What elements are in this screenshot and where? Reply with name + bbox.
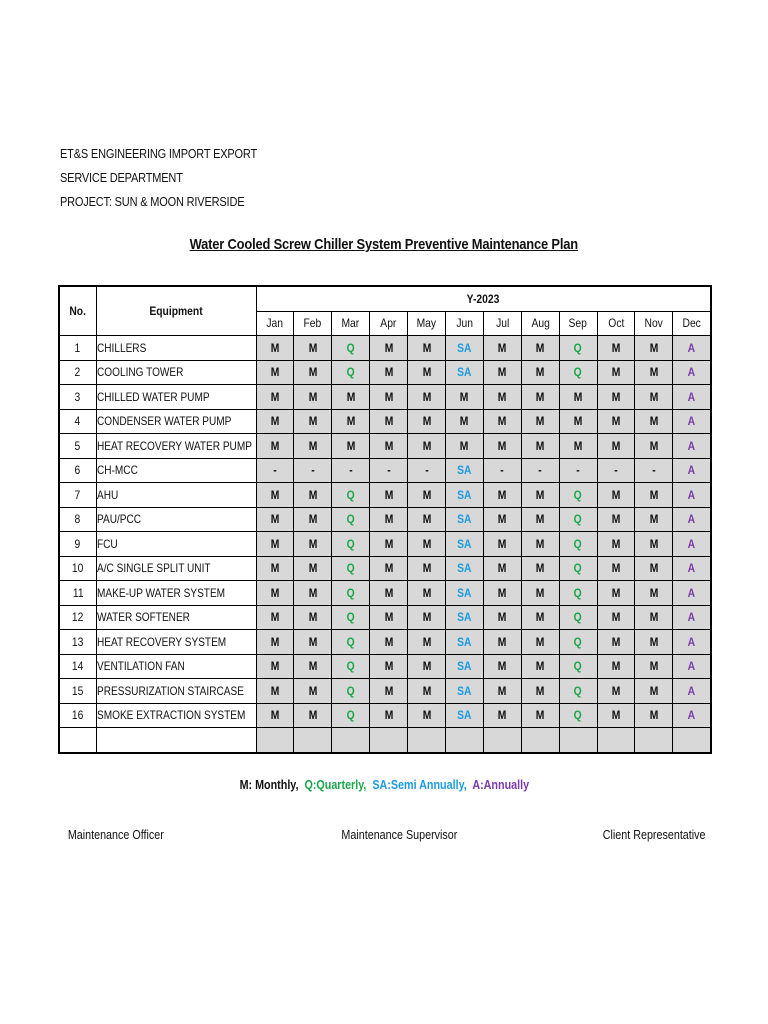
table-row <box>59 483 711 508</box>
month-header: Dec <box>673 311 711 336</box>
table-row <box>59 605 711 630</box>
schedule-cell: Q <box>559 630 597 655</box>
schedule-cell: M <box>597 630 635 655</box>
legend-monthly: M: Monthly, <box>239 778 299 792</box>
schedule-cell: A <box>673 605 711 630</box>
row-number: 1 <box>59 336 96 361</box>
schedule-cell: Q <box>559 532 597 557</box>
month-header: May <box>408 311 446 336</box>
schedule-cell: M <box>332 385 370 410</box>
row-number: 7 <box>59 483 96 508</box>
empty-cell <box>59 728 96 753</box>
schedule-cell: Q <box>559 679 597 704</box>
schedule-cell: M <box>597 336 635 361</box>
schedule-cell: M <box>408 703 446 728</box>
schedule-cell: M <box>483 507 521 532</box>
schedule-cell: M <box>294 605 332 630</box>
schedule-cell: - <box>521 458 559 483</box>
schedule-cell: M <box>370 336 408 361</box>
schedule-cell: M <box>635 434 673 459</box>
department-name: SERVICE DEPARTMENT <box>60 171 183 185</box>
schedule-cell: M <box>256 483 294 508</box>
schedule-cell: Q <box>559 556 597 581</box>
signature-supervisor: Maintenance Supervisor <box>341 828 458 842</box>
schedule-cell: M <box>294 581 332 606</box>
column-header-no: No. <box>59 286 96 336</box>
schedule-cell: M <box>483 703 521 728</box>
schedule-cell: M <box>635 654 673 679</box>
schedule-cell: Q <box>559 360 597 385</box>
equipment-name: AHU <box>96 483 256 508</box>
schedule-cell: M <box>521 605 559 630</box>
schedule-cell: M <box>521 630 559 655</box>
schedule-cell: M <box>408 556 446 581</box>
schedule-cell: A <box>673 409 711 434</box>
schedule-cell: M <box>408 336 446 361</box>
schedule-cell: M <box>521 409 559 434</box>
schedule-cell: Q <box>332 605 370 630</box>
document-title: Water Cooled Screw Chiller System Preventive Maintenance Plan <box>189 236 579 253</box>
empty-cell <box>521 728 559 753</box>
table-row <box>59 654 711 679</box>
row-number: 2 <box>59 360 96 385</box>
equipment-name: COOLING TOWER <box>96 360 256 385</box>
empty-cell <box>559 728 597 753</box>
table-row <box>59 434 711 459</box>
schedule-cell: M <box>256 605 294 630</box>
schedule-cell: M <box>408 409 446 434</box>
table-row <box>59 458 711 483</box>
equipment-name: PRESSURIZATION STAIRCASE <box>96 679 256 704</box>
schedule-cell: M <box>370 556 408 581</box>
equipment-name: FCU <box>96 532 256 557</box>
month-header: Aug <box>521 311 559 336</box>
schedule-cell: SA <box>445 360 483 385</box>
schedule-cell: M <box>521 703 559 728</box>
schedule-cell: M <box>635 409 673 434</box>
schedule-cell: Q <box>332 360 370 385</box>
schedule-cell: - <box>408 458 446 483</box>
legend-annually: A:Annually <box>472 778 529 792</box>
schedule-cell: M <box>256 679 294 704</box>
row-number: 5 <box>59 434 96 459</box>
schedule-cell: M <box>370 483 408 508</box>
maintenance-plan-table <box>58 285 712 754</box>
schedule-cell: M <box>294 654 332 679</box>
schedule-cell: M <box>408 360 446 385</box>
document-title-wrap <box>0 236 768 254</box>
schedule-cell: M <box>294 556 332 581</box>
schedule-cell: M <box>521 556 559 581</box>
legend-quarterly: Q:Quarterly, <box>304 778 367 792</box>
row-number: 4 <box>59 409 96 434</box>
schedule-cell: SA <box>445 581 483 606</box>
equipment-name: SMOKE EXTRACTION SYSTEM <box>96 703 256 728</box>
schedule-cell: M <box>294 360 332 385</box>
schedule-cell: M <box>370 703 408 728</box>
schedule-cell: M <box>408 385 446 410</box>
schedule-cell: M <box>408 507 446 532</box>
schedule-cell: SA <box>445 532 483 557</box>
company-header <box>60 142 257 214</box>
schedule-cell: M <box>294 630 332 655</box>
schedule-cell: A <box>673 630 711 655</box>
schedule-cell: M <box>256 703 294 728</box>
schedule-cell: M <box>256 532 294 557</box>
schedule-cell: M <box>597 483 635 508</box>
schedule-cell: M <box>597 360 635 385</box>
schedule-cell: Q <box>559 605 597 630</box>
schedule-cell: M <box>635 360 673 385</box>
schedule-cell: M <box>521 581 559 606</box>
table-row <box>59 385 711 410</box>
table-row <box>59 630 711 655</box>
schedule-cell: Q <box>332 336 370 361</box>
equipment-name: HEAT RECOVERY SYSTEM <box>96 630 256 655</box>
schedule-cell: A <box>673 336 711 361</box>
table-row <box>59 336 711 361</box>
schedule-cell: M <box>294 483 332 508</box>
schedule-cell: M <box>408 605 446 630</box>
schedule-cell: M <box>521 360 559 385</box>
table-row <box>59 532 711 557</box>
empty-cell <box>597 728 635 753</box>
row-number: 16 <box>59 703 96 728</box>
schedule-cell: M <box>597 679 635 704</box>
schedule-cell: M <box>483 336 521 361</box>
schedule-cell: M <box>256 581 294 606</box>
month-header: Sep <box>559 311 597 336</box>
schedule-cell: M <box>370 630 408 655</box>
schedule-cell: A <box>673 483 711 508</box>
schedule-cell: M <box>370 679 408 704</box>
month-header: Jul <box>483 311 521 336</box>
schedule-cell: - <box>597 458 635 483</box>
row-number: 13 <box>59 630 96 655</box>
schedule-cell: M <box>332 409 370 434</box>
month-header: Jun <box>445 311 483 336</box>
schedule-cell: M <box>294 703 332 728</box>
schedule-cell: M <box>521 483 559 508</box>
schedule-cell: M <box>256 385 294 410</box>
schedule-cell: SA <box>445 336 483 361</box>
schedule-cell: Q <box>332 630 370 655</box>
schedule-cell: M <box>597 507 635 532</box>
row-number: 3 <box>59 385 96 410</box>
schedule-cell: M <box>332 434 370 459</box>
schedule-cell: M <box>483 385 521 410</box>
schedule-cell: M <box>635 703 673 728</box>
schedule-cell: A <box>673 385 711 410</box>
schedule-cell: M <box>597 434 635 459</box>
schedule-cell: SA <box>445 679 483 704</box>
schedule-cell: Q <box>332 483 370 508</box>
empty-cell <box>332 728 370 753</box>
schedule-cell: M <box>559 434 597 459</box>
row-number: 12 <box>59 605 96 630</box>
schedule-cell: M <box>483 360 521 385</box>
legend <box>0 778 768 792</box>
schedule-cell: - <box>635 458 673 483</box>
equipment-name: CHILLERS <box>96 336 256 361</box>
schedule-cell: M <box>408 483 446 508</box>
schedule-cell: M <box>445 409 483 434</box>
schedule-cell: M <box>294 434 332 459</box>
empty-cell <box>408 728 446 753</box>
schedule-cell: M <box>521 532 559 557</box>
equipment-name: CH-MCC <box>96 458 256 483</box>
row-number: 14 <box>59 654 96 679</box>
schedule-cell: M <box>370 532 408 557</box>
equipment-name: VENTILATION FAN <box>96 654 256 679</box>
empty-row <box>59 728 711 753</box>
schedule-cell: M <box>256 507 294 532</box>
schedule-cell: M <box>370 409 408 434</box>
schedule-cell: M <box>408 654 446 679</box>
schedule-cell: M <box>408 434 446 459</box>
column-header-equipment: Equipment <box>96 286 256 336</box>
table-row <box>59 507 711 532</box>
legend-semi-annually: SA:Semi Annually, <box>372 778 467 792</box>
schedule-cell: A <box>673 458 711 483</box>
schedule-cell: M <box>521 434 559 459</box>
schedule-cell: M <box>294 409 332 434</box>
signature-client: Client Representative <box>603 828 706 842</box>
schedule-cell: M <box>445 385 483 410</box>
schedule-cell: Q <box>332 679 370 704</box>
row-number: 8 <box>59 507 96 532</box>
schedule-cell: M <box>521 336 559 361</box>
header-row-year <box>59 286 711 311</box>
schedule-cell: M <box>256 630 294 655</box>
schedule-cell: M <box>294 679 332 704</box>
schedule-cell: Q <box>559 483 597 508</box>
table-body <box>59 336 711 753</box>
schedule-cell: M <box>597 581 635 606</box>
equipment-name: PAU/PCC <box>96 507 256 532</box>
schedule-cell: Q <box>332 556 370 581</box>
schedule-cell: A <box>673 703 711 728</box>
schedule-cell: M <box>635 483 673 508</box>
row-number: 10 <box>59 556 96 581</box>
project-name: PROJECT: SUN & MOON RIVERSIDE <box>60 195 245 209</box>
schedule-cell: M <box>597 556 635 581</box>
row-number: 6 <box>59 458 96 483</box>
schedule-cell: M <box>408 532 446 557</box>
schedule-cell: M <box>635 605 673 630</box>
month-header: Jan <box>256 311 294 336</box>
schedule-cell: SA <box>445 483 483 508</box>
schedule-cell: M <box>483 630 521 655</box>
empty-cell <box>294 728 332 753</box>
equipment-name: CONDENSER WATER PUMP <box>96 409 256 434</box>
schedule-cell: M <box>597 654 635 679</box>
schedule-cell: SA <box>445 630 483 655</box>
schedule-cell: M <box>483 581 521 606</box>
row-number: 11 <box>59 581 96 606</box>
schedule-cell: M <box>408 630 446 655</box>
schedule-cell: M <box>597 409 635 434</box>
schedule-cell: - <box>256 458 294 483</box>
schedule-cell: M <box>256 654 294 679</box>
schedule-cell: M <box>370 507 408 532</box>
schedule-cell: M <box>483 556 521 581</box>
schedule-cell: M <box>483 679 521 704</box>
schedule-cell: Q <box>559 581 597 606</box>
month-header: Oct <box>597 311 635 336</box>
schedule-cell: - <box>332 458 370 483</box>
schedule-cell: M <box>294 507 332 532</box>
signature-officer: Maintenance Officer <box>67 828 164 842</box>
schedule-cell: M <box>408 581 446 606</box>
month-header: Feb <box>294 311 332 336</box>
empty-cell <box>673 728 711 753</box>
schedule-cell: M <box>256 360 294 385</box>
schedule-cell: M <box>521 385 559 410</box>
schedule-cell: M <box>559 409 597 434</box>
schedule-cell: M <box>370 581 408 606</box>
schedule-cell: Q <box>332 654 370 679</box>
schedule-cell: A <box>673 679 711 704</box>
schedule-cell: - <box>294 458 332 483</box>
schedule-cell: A <box>673 654 711 679</box>
schedule-cell: A <box>673 434 711 459</box>
schedule-cell: M <box>635 630 673 655</box>
row-number: 9 <box>59 532 96 557</box>
schedule-cell: M <box>256 556 294 581</box>
schedule-cell: M <box>521 654 559 679</box>
schedule-cell: SA <box>445 605 483 630</box>
schedule-cell: M <box>635 679 673 704</box>
schedule-cell: M <box>370 605 408 630</box>
schedule-cell: Q <box>559 507 597 532</box>
schedule-cell: M <box>256 434 294 459</box>
table-row <box>59 581 711 606</box>
schedule-cell: M <box>256 409 294 434</box>
schedule-cell: M <box>256 336 294 361</box>
empty-cell <box>256 728 294 753</box>
empty-cell <box>370 728 408 753</box>
schedule-cell: M <box>521 679 559 704</box>
column-header-year: Y-2023 <box>256 286 711 311</box>
schedule-cell: M <box>635 507 673 532</box>
schedule-cell: M <box>635 336 673 361</box>
schedule-cell: M <box>559 385 597 410</box>
schedule-cell: Q <box>559 654 597 679</box>
empty-cell <box>483 728 521 753</box>
equipment-name: HEAT RECOVERY WATER PUMP <box>96 434 256 459</box>
schedule-cell: A <box>673 556 711 581</box>
schedule-cell: Q <box>332 507 370 532</box>
schedule-cell: M <box>483 532 521 557</box>
schedule-cell: SA <box>445 458 483 483</box>
schedule-cell: M <box>370 360 408 385</box>
equipment-name: A/C SINGLE SPLIT UNIT <box>96 556 256 581</box>
row-number: 15 <box>59 679 96 704</box>
schedule-cell: M <box>635 556 673 581</box>
empty-cell <box>445 728 483 753</box>
schedule-cell: M <box>635 385 673 410</box>
schedule-cell: M <box>597 605 635 630</box>
table-row <box>59 409 711 434</box>
schedule-cell: M <box>294 385 332 410</box>
schedule-cell: Q <box>332 703 370 728</box>
schedule-cell: M <box>635 581 673 606</box>
schedule-cell: M <box>294 532 332 557</box>
table-row <box>59 703 711 728</box>
schedule-cell: - <box>370 458 408 483</box>
schedule-cell: M <box>597 532 635 557</box>
equipment-name: CHILLED WATER PUMP <box>96 385 256 410</box>
schedule-cell: - <box>559 458 597 483</box>
schedule-cell: M <box>294 336 332 361</box>
equipment-name: WATER SOFTENER <box>96 605 256 630</box>
schedule-cell: Q <box>559 336 597 361</box>
schedule-cell: M <box>483 654 521 679</box>
empty-cell <box>635 728 673 753</box>
equipment-name: MAKE-UP WATER SYSTEM <box>96 581 256 606</box>
schedule-cell: M <box>597 385 635 410</box>
month-header: Mar <box>332 311 370 336</box>
schedule-cell: M <box>370 654 408 679</box>
schedule-cell: A <box>673 532 711 557</box>
schedule-cell: SA <box>445 703 483 728</box>
table-row <box>59 556 711 581</box>
month-header: Apr <box>370 311 408 336</box>
schedule-cell: M <box>408 679 446 704</box>
table-row <box>59 679 711 704</box>
schedule-cell: A <box>673 581 711 606</box>
schedule-cell: SA <box>445 507 483 532</box>
schedule-cell: A <box>673 360 711 385</box>
schedule-cell: M <box>483 409 521 434</box>
schedule-cell: Q <box>332 532 370 557</box>
month-header: Nov <box>635 311 673 336</box>
schedule-cell: SA <box>445 654 483 679</box>
schedule-cell: - <box>483 458 521 483</box>
schedule-cell: Q <box>559 703 597 728</box>
company-name: ET&S ENGINEERING IMPORT EXPORT <box>60 147 258 161</box>
schedule-cell: M <box>635 532 673 557</box>
schedule-cell: M <box>521 507 559 532</box>
empty-cell <box>96 728 256 753</box>
schedule-cell: M <box>483 483 521 508</box>
schedule-cell: M <box>483 434 521 459</box>
table-row <box>59 360 711 385</box>
schedule-cell: Q <box>332 581 370 606</box>
schedule-cell: M <box>597 703 635 728</box>
schedule-cell: M <box>370 434 408 459</box>
schedule-cell: M <box>370 385 408 410</box>
schedule-cell: A <box>673 507 711 532</box>
schedule-cell: M <box>445 434 483 459</box>
schedule-cell: M <box>483 605 521 630</box>
schedule-cell: SA <box>445 556 483 581</box>
